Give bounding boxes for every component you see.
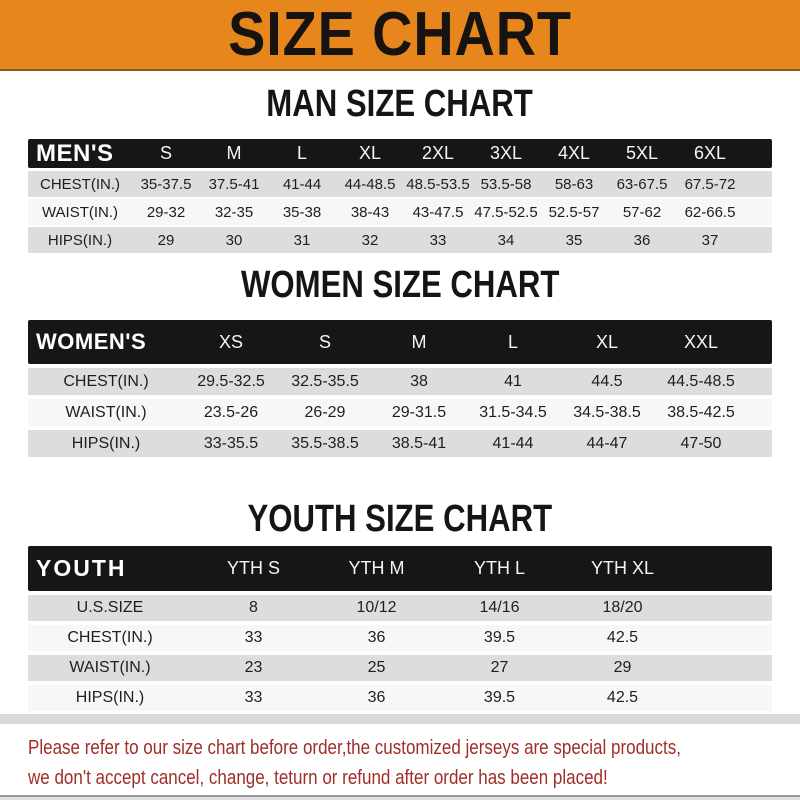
value-cell: 38-43 (350, 203, 390, 221)
banner-title: SIZE CHART (228, 0, 572, 69)
value-cell: 42.5 (606, 629, 639, 646)
value-cell: 31.5-34.5 (479, 403, 547, 421)
value-cell: 18/20 (602, 599, 643, 616)
men-size-column-header: 3XL (489, 143, 523, 163)
women-size-column-header: M (411, 331, 427, 352)
value-cell: 39.5 (483, 689, 516, 706)
row-label: WAIST(IN.) (41, 203, 119, 221)
value-cell: 29 (157, 231, 175, 249)
value-cell: 33 (244, 689, 263, 706)
youth-hips-row (28, 685, 772, 711)
men-size-column-header: 5XL (625, 143, 659, 163)
value-cell: 34 (497, 231, 515, 249)
row-label: WAIST(IN.) (69, 659, 151, 676)
value-cell: 25 (367, 659, 386, 676)
value-cell: 35 (565, 231, 583, 249)
women-size-column-header: XL (595, 331, 619, 352)
bottom-edge-strip (0, 795, 800, 800)
row-label: U.S.SIZE (76, 599, 144, 616)
value-cell: 62-66.5 (684, 203, 736, 221)
value-cell: 39.5 (483, 629, 516, 646)
value-cell: 36 (633, 231, 651, 249)
value-cell: 63-67.5 (616, 175, 668, 193)
value-cell: 41 (504, 372, 522, 390)
value-cell: 29-32 (146, 203, 186, 221)
youth-size-table (28, 546, 772, 711)
youth-chest-row (28, 625, 772, 651)
value-cell: 58-63 (554, 175, 594, 193)
value-cell: 8 (249, 599, 258, 616)
value-cell: 48.5-53.5 (406, 175, 470, 193)
value-cell: 26-29 (304, 403, 346, 421)
value-cell: 27 (490, 659, 509, 676)
value-cell: 41-44 (282, 175, 322, 193)
value-cell: 32 (361, 231, 379, 249)
row-label: CHEST(IN.) (67, 629, 153, 646)
value-cell: 37 (701, 231, 719, 249)
youth-table-header-row (28, 546, 772, 591)
women-hips-row (28, 430, 772, 457)
youth-size-column-header: YTH L (473, 558, 525, 578)
value-cell: 44.5 (591, 372, 623, 390)
value-cell: 38 (410, 372, 428, 390)
women-waist-row (28, 399, 772, 426)
value-cell: 35-37.5 (140, 175, 192, 193)
men-size-column-header: 2XL (421, 143, 455, 163)
disclaimer-line-2: we don't accept cancel, change, teturn or refund after order has been placed! (28, 767, 608, 789)
value-cell: 32-35 (214, 203, 254, 221)
value-cell: 44-48.5 (344, 175, 396, 193)
youth-table-header-label: YOUTH (36, 555, 127, 581)
row-label: CHEST(IN.) (63, 372, 149, 390)
youth-section-title-text: YOUTH SIZE CHART (247, 498, 553, 540)
value-cell: 33 (244, 629, 263, 646)
men-hips-row (28, 227, 772, 253)
value-cell: 23.5-26 (203, 403, 259, 421)
value-cell: 34.5-38.5 (573, 403, 641, 421)
value-cell: 10/12 (356, 599, 397, 616)
value-cell: 44-47 (586, 434, 628, 452)
size-chart-banner (0, 0, 800, 71)
men-chest-row (28, 171, 772, 197)
value-cell: 47.5-52.5 (474, 203, 538, 221)
value-cell: 47-50 (680, 434, 722, 452)
value-cell: 33 (429, 231, 447, 249)
value-cell: 57-62 (622, 203, 662, 221)
men-waist-row (28, 199, 772, 225)
men-size-column-header: M (226, 143, 242, 163)
women-table-header-row (28, 320, 772, 364)
women-size-column-header: L (507, 331, 518, 352)
row-label: HIPS(IN.) (75, 689, 145, 706)
value-cell: 37.5-41 (208, 175, 260, 193)
women-size-column-header: XXL (683, 331, 719, 352)
value-cell: 38.5-41 (391, 434, 447, 452)
men-section-title (0, 83, 800, 125)
value-cell: 67.5-72 (684, 175, 736, 193)
divider-bar (0, 714, 800, 724)
disclaimer-note (0, 733, 800, 793)
women-size-column-header: XS (218, 331, 243, 352)
women-section-title (0, 264, 800, 306)
value-cell: 30 (225, 231, 243, 249)
row-label: HIPS(IN.) (71, 434, 141, 452)
value-cell: 23 (244, 659, 263, 676)
men-size-table (28, 139, 772, 253)
value-cell: 44.5-48.5 (667, 372, 735, 390)
men-section-title-text: MAN SIZE CHART (266, 83, 534, 125)
youth-section-title (0, 498, 800, 540)
value-cell: 43-47.5 (412, 203, 464, 221)
value-cell: 36 (367, 689, 386, 706)
value-cell: 35.5-38.5 (291, 434, 359, 452)
men-size-column-header: 6XL (693, 143, 727, 163)
women-size-table (28, 320, 772, 457)
men-table-header-row (28, 139, 772, 168)
value-cell: 29.5-32.5 (197, 372, 265, 390)
value-cell: 29 (613, 659, 632, 676)
youth-size-column-header: YTH XL (590, 558, 655, 578)
row-label: HIPS(IN.) (47, 231, 113, 249)
value-cell: 33-35.5 (203, 434, 259, 452)
row-label: WAIST(IN.) (65, 403, 147, 421)
women-chest-row (28, 368, 772, 395)
value-cell: 38.5-42.5 (667, 403, 735, 421)
men-size-column-header: S (159, 143, 172, 163)
men-size-column-header: L (296, 143, 307, 163)
youth-size-column-header: YTH S (226, 558, 280, 578)
women-size-column-header: S (318, 331, 331, 352)
men-size-column-header: 4XL (557, 143, 591, 163)
women-section-title-text: WOMEN SIZE CHART (240, 264, 560, 306)
value-cell: 14/16 (479, 599, 520, 616)
value-cell: 42.5 (606, 689, 639, 706)
value-cell: 36 (367, 629, 386, 646)
value-cell: 52.5-57 (548, 203, 600, 221)
youth-us-size-row (28, 595, 772, 621)
men-table-header-label: MEN'S (36, 139, 114, 167)
women-table-header-label: WOMEN'S (36, 329, 147, 354)
row-label: CHEST(IN.) (40, 175, 120, 193)
value-cell: 35-38 (282, 203, 322, 221)
value-cell: 31 (293, 231, 311, 249)
value-cell: 53.5-58 (480, 175, 532, 193)
disclaimer-line-1: Please refer to our size chart before order,the customized jerseys are special products, (28, 737, 681, 759)
youth-waist-row (28, 655, 772, 681)
value-cell: 32.5-35.5 (291, 372, 359, 390)
value-cell: 29-31.5 (391, 403, 447, 421)
value-cell: 41-44 (492, 434, 534, 452)
men-size-column-header: XL (358, 143, 382, 163)
youth-size-column-header: YTH M (348, 558, 405, 578)
